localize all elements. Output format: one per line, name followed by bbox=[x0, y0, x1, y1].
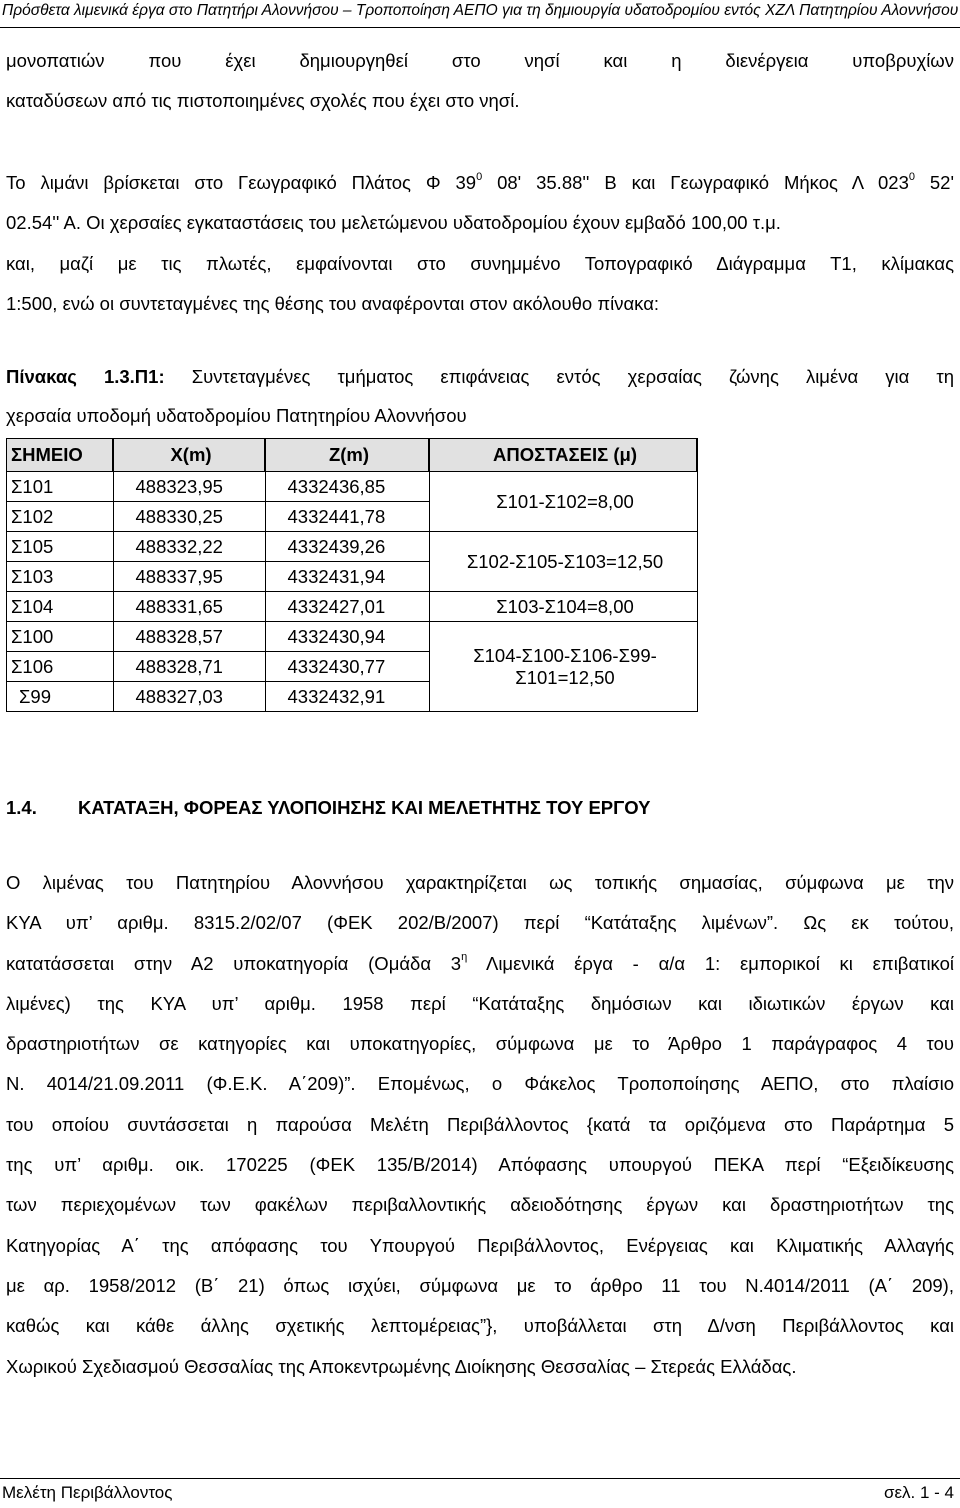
text-fragment: Το λιμάνι βρίσκεται στο Γεωγραφικό Πλάτος Φ 39 bbox=[6, 172, 477, 193]
table-cell: 488332,22 bbox=[113, 532, 265, 562]
table-row bbox=[7, 532, 698, 562]
table-cell: Σ105 bbox=[7, 532, 114, 562]
degree-superscript: 0 bbox=[476, 170, 483, 183]
paragraph-line: 02.54'' Α. Οι χερσαίες εγκαταστάσεις του μελετώμενου υδατοδρομίου έχουν εμβαδό 100,00 τ.μ. bbox=[6, 212, 781, 234]
distance-cell: Σ101-Σ102=8,00 bbox=[429, 472, 697, 532]
table-cell: 4332430,77 bbox=[265, 652, 429, 682]
paragraph-line: δραστηριοτήτων σε κατηγορίες και υποκατηγορίες, σύμφωνα με το Άρθρο 1 παράγραφος 4 του bbox=[6, 1033, 954, 1055]
paragraph-line: λιμένες) της ΚΥΑ υπ’ αριθμ. 1958 περί “Κατάταξης δημόσιων και ιδιωτικών έργων και bbox=[6, 992, 954, 1014]
coordinates-table bbox=[6, 438, 698, 712]
page-footer bbox=[0, 1478, 960, 1508]
table-cell: 4332427,01 bbox=[265, 592, 429, 622]
paragraph-line: Ο λιμένας του Πατητηρίου Αλοννήσου χαρακτηρίζεται ως τοπικής σημασίας, σύμφωνα με την bbox=[6, 872, 954, 893]
caption-label: Πίνακας 1.3.Π1: bbox=[6, 366, 165, 387]
table-cell: 488330,25 bbox=[113, 502, 265, 532]
table-cell: Σ104 bbox=[7, 592, 114, 622]
paragraph-line: της υπ’ αριθμ. οικ. 170225 (ΦΕΚ 135/Β/2014) Απόφασης υπουργού ΠΕΚΑ περί “Εξειδίκευσης bbox=[6, 1154, 954, 1176]
paragraph-line: Κατηγορίας Α΄ της απόφασης του Υπουργού Περιβάλλοντος, Ενέργειας και Κλιματικής Αλλαγής bbox=[6, 1234, 954, 1256]
table-row bbox=[7, 622, 698, 652]
footer-title: Μελέτη Περιβάλλοντος bbox=[2, 1483, 173, 1502]
section-heading bbox=[6, 793, 954, 823]
table-cell: 488328,71 bbox=[113, 652, 265, 682]
table-cell: 4332439,26 bbox=[265, 532, 429, 562]
table-cell: 4332431,94 bbox=[265, 562, 429, 592]
text-fragment: Λιμενικά έργα - α/α 1: εμπορικοί κι επιβατικοί bbox=[467, 952, 954, 974]
paragraph-line: ΚΥΑ υπ’ αριθμ. 8315.2/02/07 (ΦΕΚ 202/Β/2007) περί “Κατάταξης λιμένων”. Ως εκ τούτου, bbox=[6, 912, 954, 934]
table-cell: 488328,57 bbox=[113, 622, 265, 652]
table-cell: 4332432,91 bbox=[265, 682, 429, 712]
table-cell: 4332441,78 bbox=[265, 502, 429, 532]
paragraph-line: Ν. 4014/21.09.2011 (Φ.Ε.Κ. Α΄209)”. Επομένως, ο Φάκελος Τροποποίησης ΑΕΠΟ, στο πλαίσιο bbox=[6, 1073, 954, 1095]
table-row bbox=[7, 592, 698, 622]
table-cell: Σ99 bbox=[7, 682, 114, 712]
text-fragment: 08' 35.88'' Β και Γεωγραφικό Μήκος Λ 023 bbox=[482, 172, 909, 193]
column-header: ΑΠΟΣΤΑΣΕΙΣ (μ) bbox=[429, 439, 697, 472]
column-header: X(m) bbox=[113, 439, 265, 472]
table-cell: 488331,65 bbox=[113, 592, 265, 622]
paragraph-classification bbox=[6, 863, 954, 1387]
table-header-row bbox=[7, 439, 698, 472]
table-cell: 4332430,94 bbox=[265, 622, 429, 652]
distance-cell: Σ102-Σ105-Σ103=12,50 bbox=[429, 532, 697, 592]
distance-line: Σ101=12,50 bbox=[515, 666, 615, 688]
paragraph-line: και, μαζί με τις πλωτές, εμφαίνονται στο συνημμένο Τοπογραφικό Διάγραμμα Τ1, κλίμακας bbox=[6, 252, 954, 274]
paragraph-line: Χωρικού Σχεδιασμού Θεσσαλίας της Αποκεντρωμένης Διοίκησης Θεσσαλίας – Στερεάς Ελλάδας. bbox=[6, 1355, 797, 1377]
table-caption bbox=[6, 357, 954, 435]
paragraph-line: 1:500, ενώ οι συντεταγμένες της θέσης του αναφέρονται στον ακόλουθο πίνακα: bbox=[6, 292, 660, 314]
paragraph-line: καταδύσεων από τις πιστοποιημένες σχολές που έχει στο νησί. bbox=[6, 90, 520, 112]
table-cell: 4332436,85 bbox=[265, 472, 429, 502]
page-number: σελ. 1 - 4 bbox=[883, 1483, 954, 1502]
text-fragment: κατατάσσεται στην Α2 υποκατηγορία (Ομάδα 3 bbox=[6, 952, 462, 974]
running-header bbox=[0, 0, 960, 28]
caption-line: χερσαία υποδομή υδατοδρομίου Πατητηρίου Αλοννήσου bbox=[6, 405, 467, 426]
distance-cell: Σ103-Σ104=8,00 bbox=[429, 592, 697, 622]
paragraph-intro bbox=[6, 41, 954, 122]
ordinal-superscript: η bbox=[461, 951, 468, 964]
paragraph-line: μονοπατιών που έχει δημιουργηθεί στο νησί και η διενέργεια υποβρυχίων bbox=[6, 50, 954, 71]
paragraph-line: με αρ. 1958/2012 (Β΄ 21) όπως ισχύει, σύμφωνα με το άρθρο 11 του Ν.4014/2011 (Α΄ 209), bbox=[6, 1274, 954, 1296]
running-title: Πρόσθετα λιμενικά έργα στο Πατητήρι Αλοννήσου – Τροποποίηση ΑΕΠΟ για τη δημιουργία υδατοδρομίου εντός ΧΖΛ Πατητηρίου Αλοννήσου bbox=[2, 2, 959, 19]
table-cell: Σ100 bbox=[7, 622, 114, 652]
distance-line: Σ104-Σ100-Σ106-Σ99- bbox=[473, 644, 657, 666]
column-header: Z(m) bbox=[265, 439, 429, 472]
paragraph-line: καθώς και κάθε άλλης σχετικής λεπτομέρειας”}, υποβάλλεται στη Δ/νση Περιβάλλοντος και bbox=[6, 1315, 954, 1337]
text-fragment: 52' bbox=[915, 172, 955, 193]
caption-text: Συντεταγμένες τμήματος επιφάνειας εντός χερσαίας ζώνης λιμένα για τη bbox=[164, 366, 954, 387]
table-cell: Σ102 bbox=[7, 502, 114, 532]
section-number: 1.4. bbox=[6, 797, 37, 818]
paragraph-line: των περιεχομένων των φακέλων περιβαλλοντικής αδειοδότησης έργων και δραστηριοτήτων της bbox=[6, 1194, 954, 1216]
paragraph-line bbox=[6, 944, 954, 984]
table-cell: 488327,03 bbox=[113, 682, 265, 712]
table-cell: Σ106 bbox=[7, 652, 114, 682]
caption-line bbox=[6, 357, 954, 396]
table-cell: 488337,95 bbox=[113, 562, 265, 592]
table-cell: Σ101 bbox=[7, 472, 114, 502]
degree-superscript: 0 bbox=[908, 170, 915, 183]
table-cell: Σ103 bbox=[7, 562, 114, 592]
column-header: ΣΗΜΕΙΟ bbox=[7, 439, 114, 472]
paragraph-line: του οποίου συντάσσεται η παρούσα Μελέτη Περιβάλλοντος {κατά τα οριζόμενα στο Παράρτημα 5 bbox=[6, 1113, 954, 1135]
section-title: ΚΑΤΑΤΑΞΗ, ΦΟΡΕΑΣ ΥΛΟΠΟΙΗΣΗΣ ΚΑΙ ΜΕΛΕΤΗΤΗΣ ΤΟΥ ΕΡΓΟΥ bbox=[78, 797, 651, 818]
paragraph-line bbox=[6, 163, 954, 203]
paragraph-location bbox=[6, 163, 954, 324]
distance-cell bbox=[429, 622, 697, 712]
table-cell: 488323,95 bbox=[113, 472, 265, 502]
table-row bbox=[7, 472, 698, 502]
